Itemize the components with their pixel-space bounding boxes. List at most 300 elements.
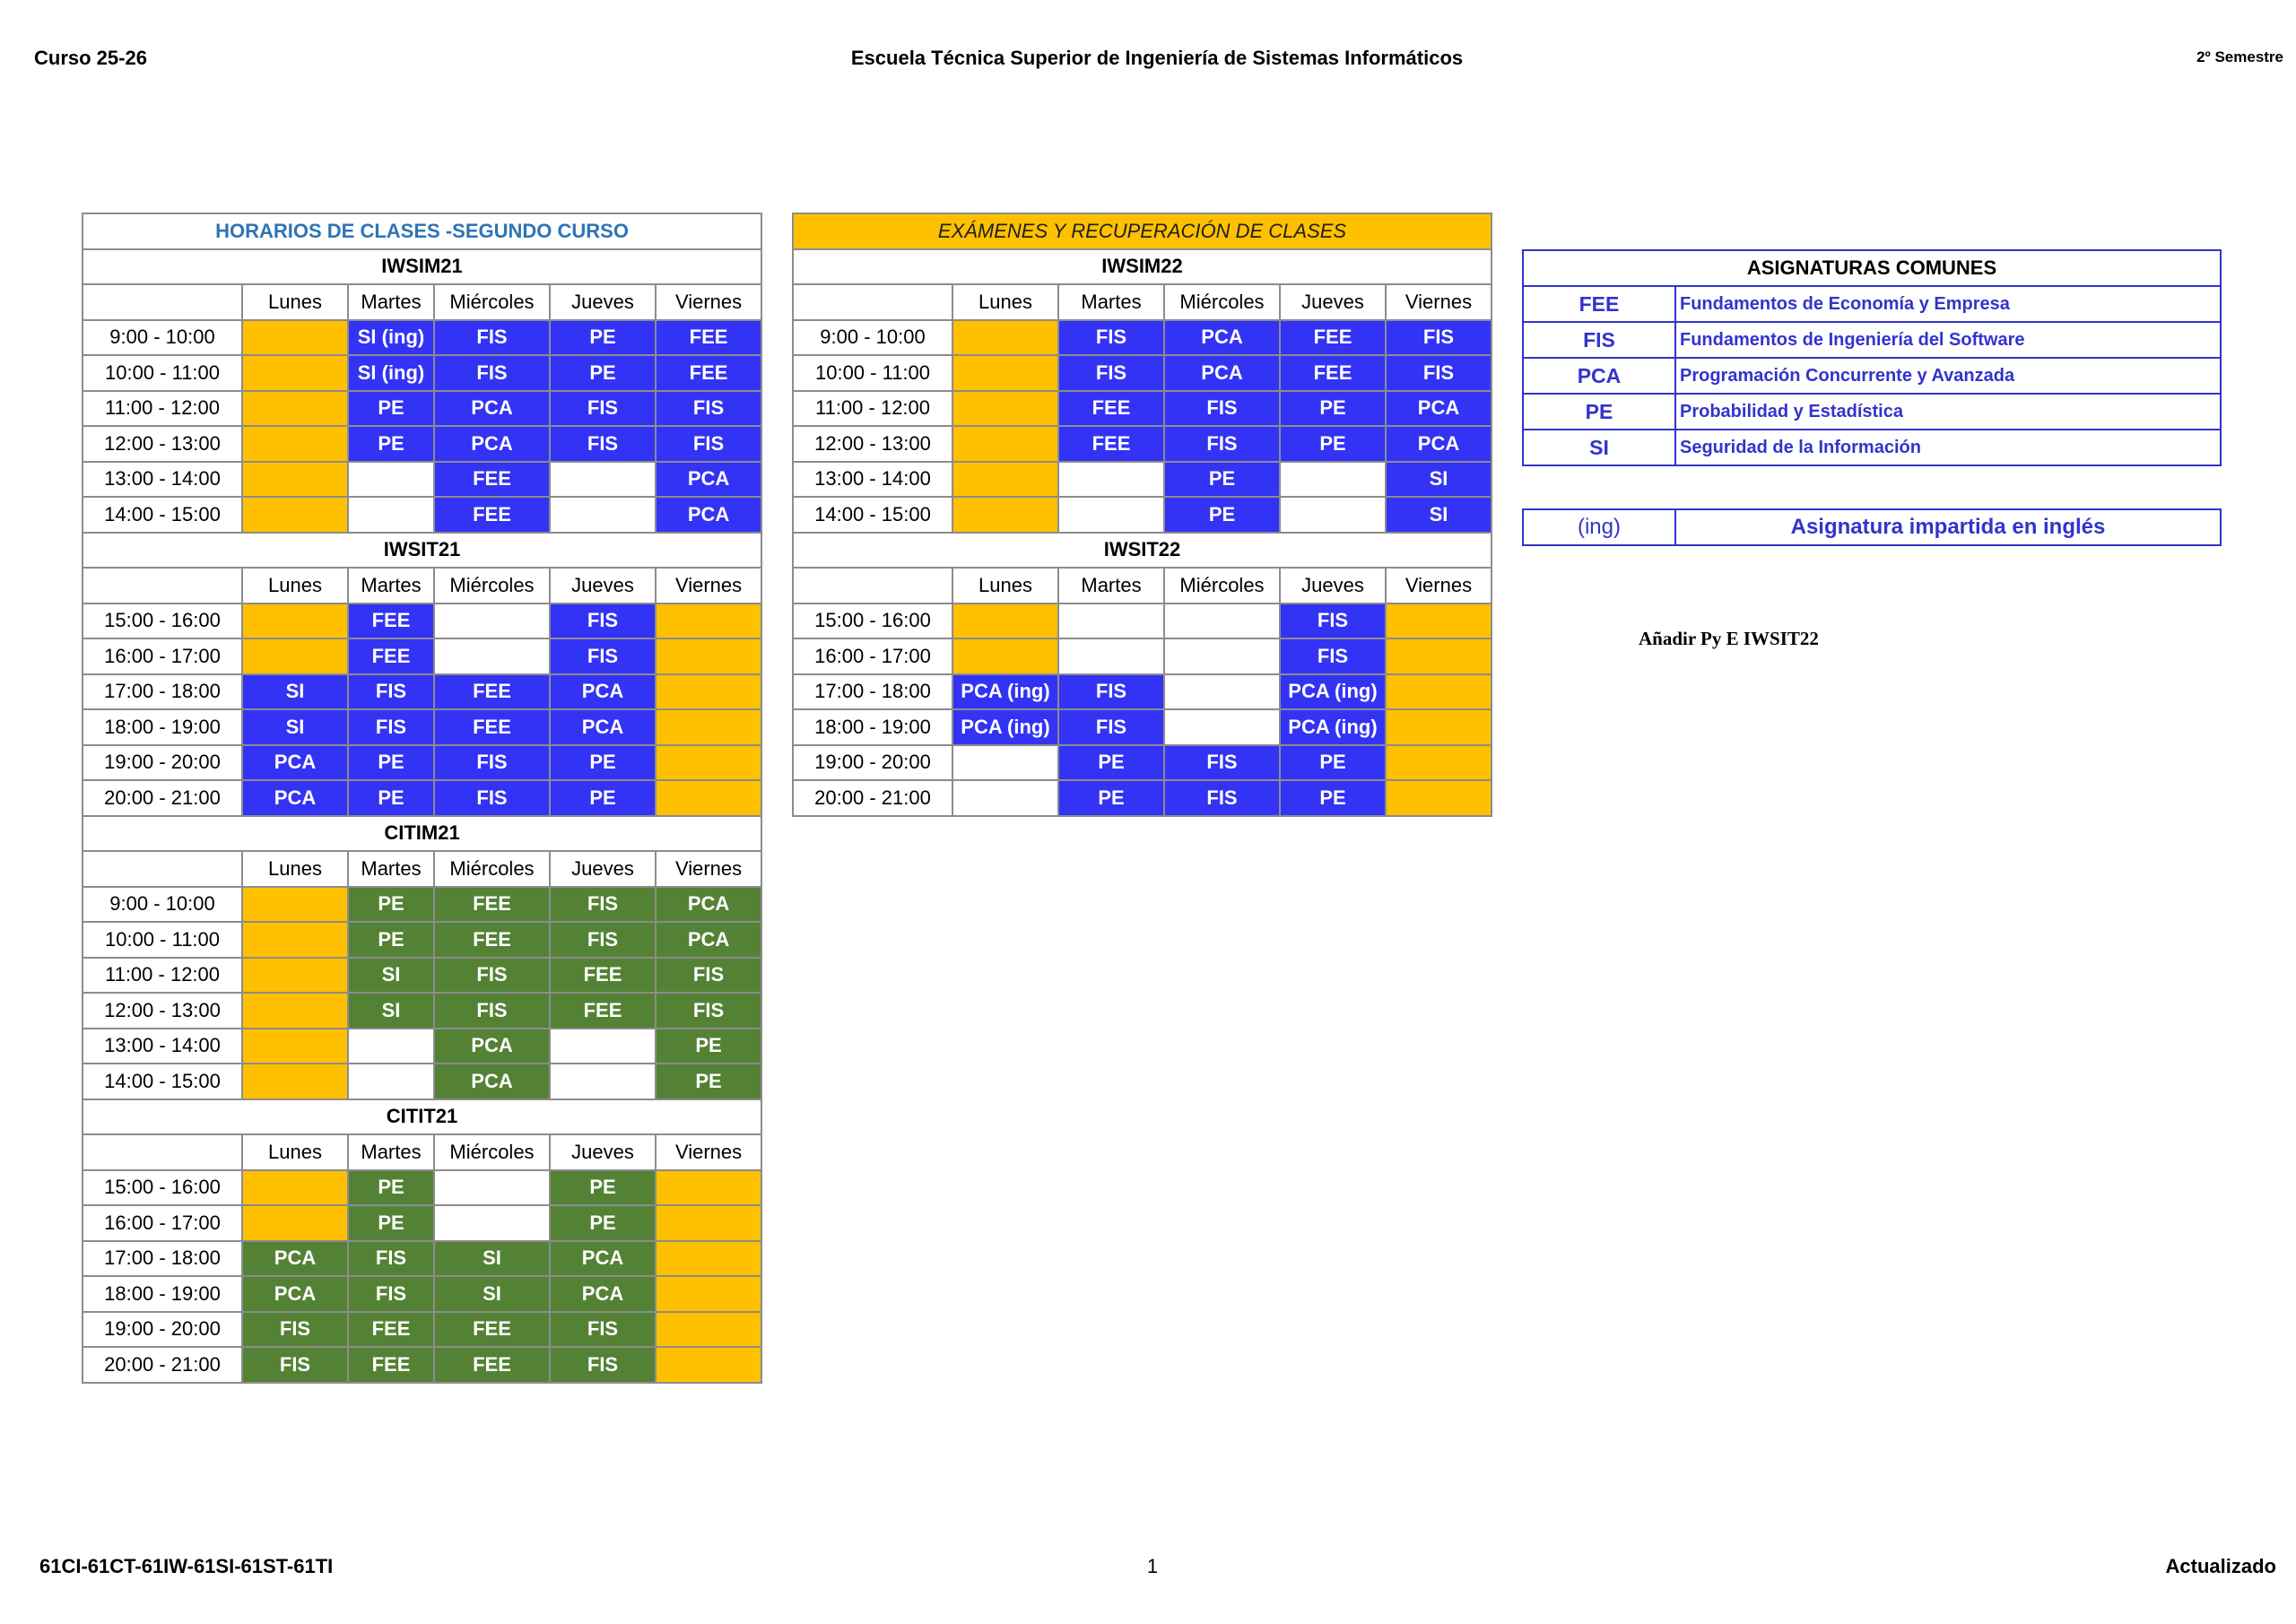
subject-cell (1164, 638, 1280, 674)
time-slot: 9:00 - 10:00 (83, 887, 242, 923)
subject-cell: SI (242, 674, 348, 710)
schedule-row (83, 638, 761, 674)
subject-cell: FEE (434, 887, 550, 923)
subject-cell: PE (1280, 391, 1386, 427)
note: Añadir Py E IWSIT22 (1639, 628, 1819, 649)
subject-cell: FIS (550, 638, 656, 674)
subject-cell: FEE (348, 604, 434, 639)
subject-cell: PCA (550, 1276, 656, 1312)
subject-cell (1280, 462, 1386, 498)
subject-cell: FIS (1058, 355, 1164, 391)
schedule-row (83, 462, 761, 498)
schedule-table-classes (82, 213, 762, 1384)
time-slot: 14:00 - 15:00 (793, 497, 952, 533)
schedule-row (793, 426, 1492, 462)
time-slot: 13:00 - 14:00 (793, 462, 952, 498)
day-header: Martes (348, 851, 434, 887)
subject-cell (242, 958, 348, 994)
legend-ing-abbr: (ing) (1523, 509, 1675, 545)
subject-cell (656, 638, 761, 674)
subject-cell: FIS (434, 993, 550, 1029)
subject-cell: FIS (550, 426, 656, 462)
time-slot: 14:00 - 15:00 (83, 1064, 242, 1099)
subject-cell (1386, 709, 1492, 745)
day-header: Miércoles (434, 568, 550, 604)
time-slot: 19:00 - 20:00 (83, 1312, 242, 1348)
group-name: IWSIT21 (83, 533, 761, 569)
day-header: Jueves (550, 568, 656, 604)
subject-cell (242, 497, 348, 533)
subject-cell: FIS (1386, 320, 1492, 356)
course-year: Curso 25-26 (34, 47, 147, 69)
subject-cell: PCA (1164, 320, 1280, 356)
corner-cell (83, 568, 242, 604)
subject-cell: PCA (550, 674, 656, 710)
legend-row (1523, 322, 2221, 358)
legend-ing-name: Asignatura impartida en inglés (1675, 509, 2221, 545)
time-slot: 18:00 - 19:00 (793, 709, 952, 745)
group-name: IWSIM22 (793, 249, 1492, 285)
subject-cell: PCA (434, 1029, 550, 1064)
subject-cell: PE (348, 922, 434, 958)
time-slot: 18:00 - 19:00 (83, 1276, 242, 1312)
subject-cell: FEE (348, 1347, 434, 1383)
corner-cell (83, 1134, 242, 1170)
subject-cell: FEE (1280, 355, 1386, 391)
subject-cell (1386, 604, 1492, 639)
schedule-row (793, 462, 1492, 498)
subject-cell: PE (1164, 462, 1280, 498)
subject-cell: PCA (ing) (952, 709, 1058, 745)
subject-cell (952, 355, 1058, 391)
time-slot: 18:00 - 19:00 (83, 709, 242, 745)
subject-cell: PE (348, 1170, 434, 1206)
legend-name: Fundamentos de Economía y Empresa (1675, 286, 2221, 322)
schedule-row (793, 780, 1492, 816)
legend-name: Fundamentos de Ingeniería del Software (1675, 322, 2221, 358)
subject-cell (550, 1064, 656, 1099)
schedule-row (793, 320, 1492, 356)
legend-name: Seguridad de la Información (1675, 430, 2221, 465)
legend-title: ASIGNATURAS COMUNES (1523, 250, 2221, 286)
time-slot: 12:00 - 13:00 (793, 426, 952, 462)
day-header: Lunes (952, 284, 1058, 320)
subject-cell (656, 709, 761, 745)
day-header: Martes (348, 568, 434, 604)
time-slot: 11:00 - 12:00 (793, 391, 952, 427)
subject-cell: PE (1058, 780, 1164, 816)
semester: 2º Semestre (2196, 48, 2283, 65)
schedule-row (83, 604, 761, 639)
subject-cell (434, 1170, 550, 1206)
time-slot: 19:00 - 20:00 (793, 745, 952, 781)
subject-cell: FEE (656, 355, 761, 391)
subject-cell: FIS (550, 887, 656, 923)
day-header: Miércoles (1164, 568, 1280, 604)
subject-cell (952, 780, 1058, 816)
subject-cell: PE (348, 1205, 434, 1241)
subject-cell: PCA (656, 497, 761, 533)
subject-cell (242, 1064, 348, 1099)
legend-abbr: FIS (1523, 322, 1675, 358)
subject-cell: PE (348, 780, 434, 816)
school-name: Escuela Técnica Superior de Ingeniería de Sistemas Informáticos (850, 47, 1464, 69)
subject-cell (242, 462, 348, 498)
subject-cell (550, 497, 656, 533)
subject-cell: FEE (550, 958, 656, 994)
subject-cell (1164, 604, 1280, 639)
subject-cell: PCA (242, 745, 348, 781)
subject-cell: SI (348, 993, 434, 1029)
subject-cell (242, 1205, 348, 1241)
schedule-row (83, 1064, 761, 1099)
subject-cell: SI (434, 1276, 550, 1312)
subject-cell (242, 922, 348, 958)
subject-cell: PE (1280, 745, 1386, 781)
subject-cell: SI (1386, 462, 1492, 498)
subject-cell: FIS (1386, 355, 1492, 391)
subject-cell (242, 887, 348, 923)
subject-cell: FIS (1164, 426, 1280, 462)
schedule-row (83, 1312, 761, 1348)
subject-cell: FEE (1058, 426, 1164, 462)
schedule-row (83, 1347, 761, 1383)
subject-cell (1164, 709, 1280, 745)
subject-cell: FEE (434, 709, 550, 745)
day-header: Viernes (656, 1134, 761, 1170)
subject-cell: PE (550, 1205, 656, 1241)
subject-cell: FEE (434, 674, 550, 710)
subject-cell: PE (1280, 426, 1386, 462)
subject-cell: FIS (656, 993, 761, 1029)
day-header: Miércoles (434, 284, 550, 320)
subject-cell: FEE (656, 320, 761, 356)
corner-cell (793, 284, 952, 320)
subject-cell: FEE (434, 1347, 550, 1383)
subject-cell: FIS (434, 958, 550, 994)
corner-cell (83, 284, 242, 320)
schedule-row (83, 780, 761, 816)
subject-cell (1058, 497, 1164, 533)
day-header: Miércoles (434, 851, 550, 887)
time-slot: 13:00 - 14:00 (83, 1029, 242, 1064)
subject-cell: FIS (1164, 780, 1280, 816)
subject-cell: SI (ing) (348, 320, 434, 356)
day-header: Viernes (656, 851, 761, 887)
time-slot: 9:00 - 10:00 (793, 320, 952, 356)
day-header: Jueves (550, 284, 656, 320)
day-header: Jueves (1280, 568, 1386, 604)
time-slot: 16:00 - 17:00 (83, 638, 242, 674)
legend-row (1523, 286, 2221, 322)
subject-cell: FIS (434, 320, 550, 356)
time-slot: 10:00 - 11:00 (83, 355, 242, 391)
subject-cell: FIS (550, 1312, 656, 1348)
group-name: CITIM21 (83, 816, 761, 852)
subject-cell: PE (1280, 780, 1386, 816)
subject-cell: FIS (434, 745, 550, 781)
legend-row (1523, 358, 2221, 394)
corner-cell (793, 568, 952, 604)
time-slot: 20:00 - 21:00 (83, 780, 242, 816)
subject-cell: FEE (434, 462, 550, 498)
subject-cell (952, 426, 1058, 462)
subject-cell (952, 320, 1058, 356)
subject-cell: PCA (ing) (1280, 709, 1386, 745)
day-header: Lunes (242, 851, 348, 887)
subject-cell: PE (550, 780, 656, 816)
schedule-row (793, 497, 1492, 533)
subject-cell: PCA (1386, 391, 1492, 427)
time-slot: 15:00 - 16:00 (793, 604, 952, 639)
subject-cell: FEE (434, 1312, 550, 1348)
subject-cell: PE (550, 745, 656, 781)
subject-cell: FIS (550, 604, 656, 639)
corner-cell (83, 851, 242, 887)
subject-cell (348, 1064, 434, 1099)
subject-cell: PE (1058, 745, 1164, 781)
subject-cell (656, 674, 761, 710)
time-slot: 12:00 - 13:00 (83, 426, 242, 462)
time-slot: 20:00 - 21:00 (793, 780, 952, 816)
common-subjects-legend (1522, 249, 2222, 466)
time-slot: 9:00 - 10:00 (83, 320, 242, 356)
subject-cell (656, 1347, 761, 1383)
time-slot: 11:00 - 12:00 (83, 391, 242, 427)
subject-cell (242, 993, 348, 1029)
legend-abbr: FEE (1523, 286, 1675, 322)
time-slot: 10:00 - 11:00 (83, 922, 242, 958)
subject-cell: FIS (656, 391, 761, 427)
subject-cell (656, 1312, 761, 1348)
day-header: Viernes (656, 284, 761, 320)
subject-cell: PCA (434, 1064, 550, 1099)
subject-cell: FEE (434, 922, 550, 958)
subject-cell (1386, 745, 1492, 781)
time-slot: 14:00 - 15:00 (83, 497, 242, 533)
subject-cell: FIS (656, 426, 761, 462)
subject-cell (242, 426, 348, 462)
schedule-row (83, 958, 761, 994)
day-header: Jueves (1280, 284, 1386, 320)
subject-cell: SI (ing) (348, 355, 434, 391)
subject-cell: FEE (550, 993, 656, 1029)
time-slot: 19:00 - 20:00 (83, 745, 242, 781)
schedule-row (83, 887, 761, 923)
subject-cell: PCA (ing) (952, 674, 1058, 710)
subject-cell (656, 780, 761, 816)
subject-cell: FIS (656, 958, 761, 994)
time-slot: 15:00 - 16:00 (83, 604, 242, 639)
subject-cell (952, 497, 1058, 533)
schedule-row (793, 638, 1492, 674)
subject-cell (1386, 638, 1492, 674)
footer-codes: 61CI-61CT-61IW-61SI-61ST-61TI (39, 1555, 334, 1577)
subject-cell: PE (348, 426, 434, 462)
subject-cell (550, 462, 656, 498)
subject-cell: PCA (550, 709, 656, 745)
subject-cell: FIS (1058, 709, 1164, 745)
subject-cell: FIS (348, 1241, 434, 1277)
subject-cell: PCA (242, 780, 348, 816)
subject-cell: FIS (1164, 745, 1280, 781)
subject-cell (242, 355, 348, 391)
subject-cell: FIS (1164, 391, 1280, 427)
group-name: CITIT21 (83, 1099, 761, 1135)
schedule-row (83, 1205, 761, 1241)
time-slot: 12:00 - 13:00 (83, 993, 242, 1029)
subject-cell: SI (242, 709, 348, 745)
subject-cell (1058, 638, 1164, 674)
legend-row (1523, 394, 2221, 430)
day-header: Lunes (242, 284, 348, 320)
subject-cell: FEE (434, 497, 550, 533)
subject-cell: PCA (ing) (1280, 674, 1386, 710)
subject-cell (348, 462, 434, 498)
subject-cell: PE (348, 745, 434, 781)
subject-cell (656, 745, 761, 781)
subject-cell: PCA (242, 1241, 348, 1277)
subject-cell: PE (550, 320, 656, 356)
subject-cell: FEE (1058, 391, 1164, 427)
schedule-row (83, 355, 761, 391)
day-header: Lunes (242, 568, 348, 604)
subject-cell: PCA (434, 391, 550, 427)
subject-cell: PE (550, 1170, 656, 1206)
subject-cell: FIS (348, 709, 434, 745)
time-slot: 11:00 - 12:00 (83, 958, 242, 994)
schedule-row (83, 320, 761, 356)
english-legend (1522, 508, 2222, 546)
subject-cell: SI (1386, 497, 1492, 533)
subject-cell (656, 604, 761, 639)
schedule-row (83, 1276, 761, 1312)
time-slot: 15:00 - 16:00 (83, 1170, 242, 1206)
subject-cell: PCA (1386, 426, 1492, 462)
day-header: Martes (1058, 284, 1164, 320)
legend-abbr: PCA (1523, 358, 1675, 394)
time-slot: 13:00 - 14:00 (83, 462, 242, 498)
subject-cell (434, 638, 550, 674)
subject-cell: SI (348, 958, 434, 994)
subject-cell (242, 391, 348, 427)
schedule-row (793, 709, 1492, 745)
subject-cell: FEE (348, 638, 434, 674)
subject-cell (242, 320, 348, 356)
schedule-row (793, 604, 1492, 639)
schedule-row (83, 391, 761, 427)
subject-cell (242, 1170, 348, 1206)
subject-cell (434, 1205, 550, 1241)
subject-cell: FIS (1280, 638, 1386, 674)
schedule-row (83, 426, 761, 462)
subject-cell: PE (348, 391, 434, 427)
subject-cell: FIS (434, 355, 550, 391)
subject-cell (1164, 674, 1280, 710)
subject-cell (952, 391, 1058, 427)
subject-cell (656, 1241, 761, 1277)
subject-cell (434, 604, 550, 639)
schedule-row (83, 674, 761, 710)
schedule-row (83, 1170, 761, 1206)
subject-cell (550, 1029, 656, 1064)
subject-cell (1386, 674, 1492, 710)
subject-cell: PE (550, 355, 656, 391)
time-slot: 20:00 - 21:00 (83, 1347, 242, 1383)
panel-title: HORARIOS DE CLASES -SEGUNDO CURSO (83, 213, 761, 249)
subject-cell (952, 745, 1058, 781)
schedule-table-exams (792, 213, 1492, 817)
subject-cell (952, 462, 1058, 498)
schedule-row (793, 391, 1492, 427)
time-slot: 17:00 - 18:00 (83, 1241, 242, 1277)
subject-cell (348, 497, 434, 533)
subject-cell: PCA (656, 922, 761, 958)
day-header: Viernes (1386, 568, 1492, 604)
subject-cell (242, 1029, 348, 1064)
time-slot: 17:00 - 18:00 (793, 674, 952, 710)
day-header: Martes (348, 1134, 434, 1170)
subject-cell: PCA (1164, 355, 1280, 391)
group-name: IWSIT22 (793, 533, 1492, 569)
subject-cell: FIS (242, 1312, 348, 1348)
subject-cell: FIS (550, 391, 656, 427)
subject-cell (1386, 780, 1492, 816)
subject-cell (1058, 462, 1164, 498)
legend-name: Programación Concurrente y Avanzada (1675, 358, 2221, 394)
subject-cell: PCA (656, 462, 761, 498)
time-slot: 16:00 - 17:00 (793, 638, 952, 674)
subject-cell: FIS (550, 922, 656, 958)
subject-cell: PE (656, 1064, 761, 1099)
day-header: Jueves (550, 851, 656, 887)
subject-cell (348, 1029, 434, 1064)
day-header: Martes (1058, 568, 1164, 604)
subject-cell: FIS (348, 1276, 434, 1312)
day-header: Lunes (242, 1134, 348, 1170)
legend-abbr: PE (1523, 394, 1675, 430)
subject-cell: PCA (434, 426, 550, 462)
subject-cell: FIS (550, 1347, 656, 1383)
legend-abbr: SI (1523, 430, 1675, 465)
time-slot: 17:00 - 18:00 (83, 674, 242, 710)
schedule-row (83, 745, 761, 781)
day-header: Martes (348, 284, 434, 320)
legend-row (1523, 430, 2221, 465)
schedule-row (83, 922, 761, 958)
subject-cell: FEE (348, 1312, 434, 1348)
subject-cell: PCA (656, 887, 761, 923)
subject-cell: SI (434, 1241, 550, 1277)
subject-cell: PE (1164, 497, 1280, 533)
subject-cell (1280, 497, 1386, 533)
subject-cell (656, 1276, 761, 1312)
subject-cell (242, 638, 348, 674)
subject-cell: PCA (242, 1276, 348, 1312)
time-slot: 16:00 - 17:00 (83, 1205, 242, 1241)
subject-cell: FIS (1058, 320, 1164, 356)
schedule-row (793, 674, 1492, 710)
schedule-row (83, 1241, 761, 1277)
day-header: Viernes (656, 568, 761, 604)
subject-cell (1058, 604, 1164, 639)
day-header: Lunes (952, 568, 1058, 604)
subject-cell (656, 1205, 761, 1241)
schedule-row (83, 1029, 761, 1064)
time-slot: 10:00 - 11:00 (793, 355, 952, 391)
subject-cell: FIS (348, 674, 434, 710)
day-header: Viernes (1386, 284, 1492, 320)
